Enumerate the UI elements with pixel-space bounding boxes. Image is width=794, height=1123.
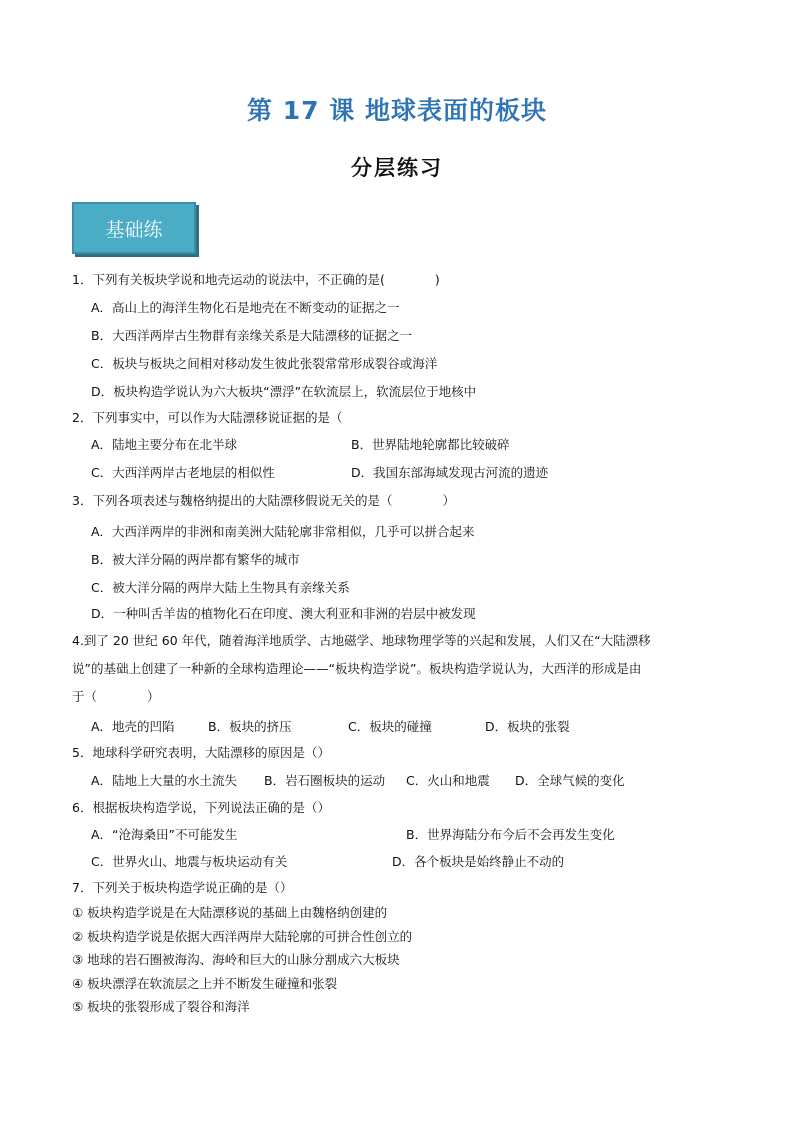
question-4-stem-line-2: 说”的基础上创建了一种新的全球构造理论——“板块构造学说”。板块构造学说认为，大西洋的形成是由 [72, 661, 642, 676]
question-6-option-a: A．“沧海桑田”不可能发生 [91, 827, 238, 842]
page-title: 第 17 课 地球表面的板块 [247, 96, 547, 125]
question-4-option-a: A．地壳的凹陷 [91, 719, 175, 734]
question-5-option-d: D．全球气候的变化 [515, 773, 625, 788]
question-1-option-c: C．板块与板块之间相对移动发生彼此张裂常常形成裂谷或海洋 [91, 356, 438, 371]
question-6-option-c: C．世界火山、地震与板块运动有关 [91, 854, 288, 869]
section-label-text: 基础练 [105, 218, 163, 241]
question-4-stem-line-3: 于（ ） [72, 689, 160, 704]
question-3-option-b: B．被大洋分隔的两岸都有繁华的城市 [91, 552, 300, 567]
question-7-item-4: ④ 板块漂浮在软流层之上并不断发生碰撞和张裂 [72, 976, 338, 991]
question-5-option-b: B．岩石圈板块的运动 [264, 773, 386, 788]
question-1-option-d: D．板块构造学说认为六大板块“漂浮”在软流层上，软流层位于地核中 [91, 384, 477, 399]
question-4-stem-line-1: 4.到了 20 世纪 60 年代，随着海洋地质学、古地磁学、地球物理学等的兴起和发展，人们又在“大陆漂移 [72, 633, 651, 648]
section-label-basic [72, 202, 196, 254]
question-7-item-3: ③ 地球的岩石圈被海沟、海岭和巨大的山脉分割成六大板块 [72, 952, 400, 967]
question-7-item-1: ① 板块构造学说是在大陆漂移说的基础上由魏格纳创建的 [72, 905, 388, 920]
question-3-stem: 3．下列各项表述与魏格纳提出的大陆漂移假说无关的是（ ） [72, 493, 455, 508]
question-6-stem: 6．根据板块构造学说，下列说法正确的是（） [72, 800, 330, 815]
question-4-option-d: D．板块的张裂 [485, 719, 570, 734]
question-2-stem: 2．下列事实中，可以作为大陆漂移说证据的是（ [72, 410, 343, 425]
question-2-option-a: A．陆地主要分布在北半球 [91, 437, 238, 452]
question-6-option-d: D．各个板块是始终静止不动的 [392, 854, 565, 869]
question-2-option-d: D．我国东部海域发现古河流的遗迹 [351, 465, 549, 480]
question-1-option-a: A．高山上的海洋生物化石是地壳在不断变动的证据之一 [91, 300, 400, 315]
question-4-option-c: C．板块的碰撞 [348, 719, 432, 734]
question-5-option-c: C．火山和地震 [406, 773, 490, 788]
question-1-option-b: B．大西洋两岸古生物群有亲缘关系是大陆漂移的证据之一 [91, 328, 413, 343]
question-2-option-b: B．世界陆地轮廓都比较破碎 [351, 437, 510, 452]
question-5-option-a: A．陆地上大量的水土流失 [91, 773, 238, 788]
question-5-stem: 5．地球科学研究表明，大陆漂移的原因是（） [72, 745, 330, 760]
page-subtitle: 分层练习 [351, 156, 443, 180]
question-3-option-d: D．一种叫舌羊齿的植物化石在印度、澳大利亚和非洲的岩层中被发现 [91, 606, 476, 621]
question-7-item-2: ② 板块构造学说是依据大西洋两岸大陆轮廓的可拼合性创立的 [72, 929, 413, 944]
question-6-option-b: B．世界海陆分布今后不会再发生变化 [406, 827, 615, 842]
question-3-option-a: A．大西洋两岸的非洲和南美洲大陆轮廓非常相似，几乎可以拼合起来 [91, 524, 475, 539]
question-1-stem: 1．下列有关板块学说和地壳运动的说法中，不正确的是( ) [72, 272, 440, 287]
question-7-item-5: ⑤ 板块的张裂形成了裂谷和海洋 [72, 999, 250, 1014]
question-4-option-b: B．板块的挤压 [208, 719, 292, 734]
question-3-option-c: C．被大洋分隔的两岸大陆上生物具有亲缘关系 [91, 580, 350, 595]
question-2-option-c: C．大西洋两岸古老地层的相似性 [91, 465, 275, 480]
question-7-stem: 7．下列关于板块构造学说正确的是（） [72, 880, 293, 895]
